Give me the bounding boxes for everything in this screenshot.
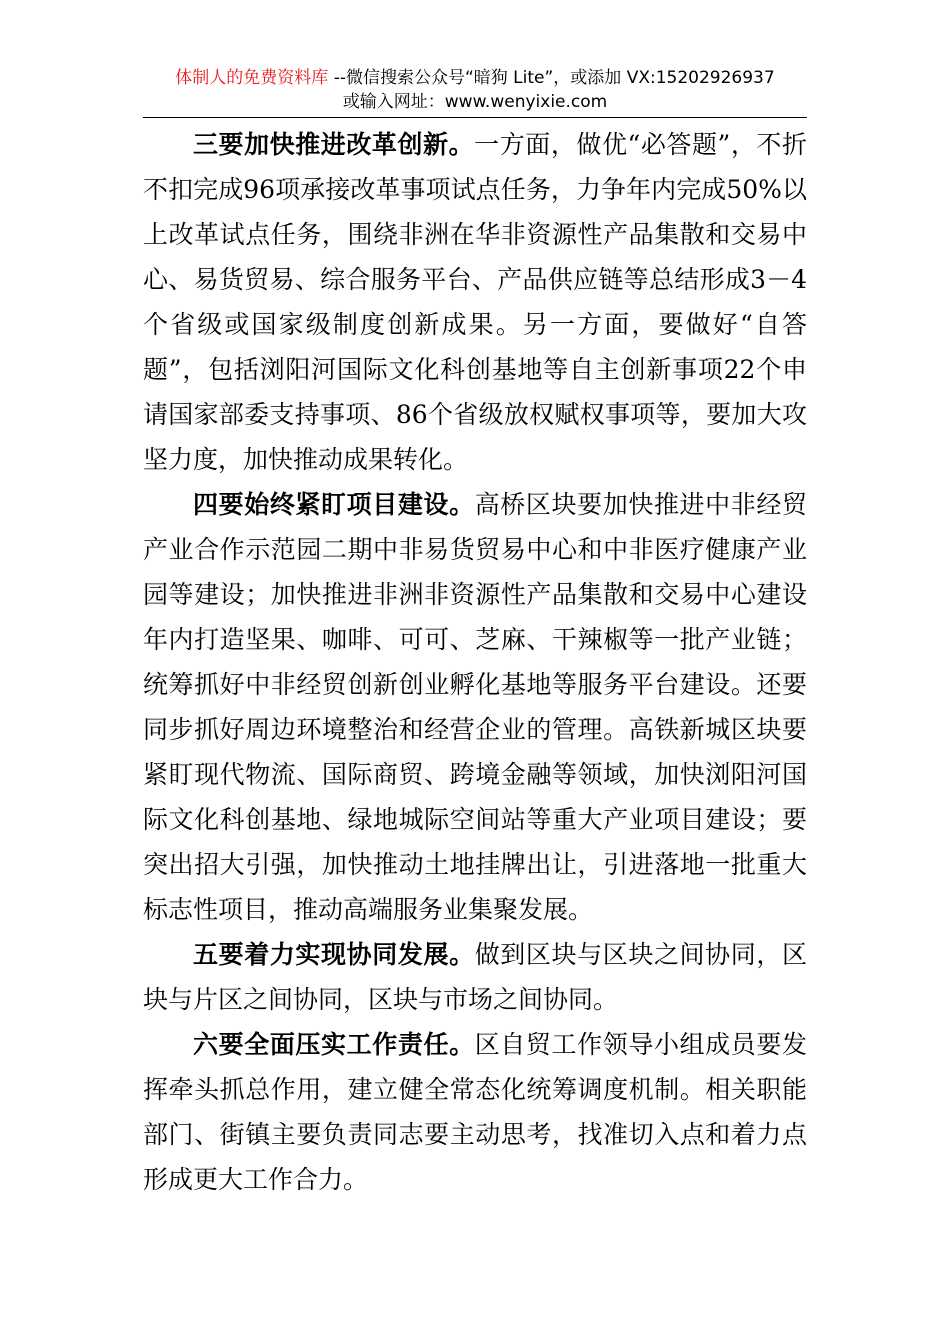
- paragraph-project-construction: [143, 482, 807, 932]
- page-header: [0, 66, 950, 114]
- header-website: 或输入网址：www.wenyixie.com: [342, 92, 608, 112]
- paragraph-text: 区自贸工作领导小组成员要发挥牵头抓总作用，建立健全常态化统筹调度机制。相关职能部门、街镇主要负责同志要主动思考，找准切入点和着力点形成更大工作合力。: [143, 1030, 807, 1194]
- header-line-1: [0, 66, 950, 90]
- paragraph-coordinated-development: [143, 932, 807, 1022]
- paragraph-text: 一方面，做优“必答题”，不折不扣完成96项承接改革事项试点任务，力争年内完成50%以上改革试点任务，围绕非洲在华非资源性产品集散和交易中心、易货贸易、综合服务平台、产品供应链等总结形成3－4个省级或国家级制度创新成果。另一方面，要做好“自答题”，包括浏阳河国际文化科创基地等自主创新事项22个申请国家部委支持事项、86个省级放权赋权事项等，要加大攻坚力度，加快推动成果转化。: [143, 130, 807, 474]
- paragraph-heading: 六要全面压实工作责任。: [193, 1030, 475, 1059]
- paragraph-work-responsibility: [143, 1022, 807, 1202]
- paragraph-heading: 三要加快推进改革创新。: [193, 130, 475, 159]
- paragraph-reform-innovation: [143, 122, 807, 482]
- paragraph-text: 高桥区块要加快推进中非经贸产业合作示范园二期中非易货贸易中心和中非医疗健康产业园等建设；加快推进非洲非资源性产品集散和交易中心建设年内打造坚果、咖啡、可可、芝麻、干辣椒等一批产业链；统筹抓好中非经贸创新创业孵化基地等服务平台建设。还要同步抓好周边环境整治和经营企业的管理。高铁新城区块要紧盯现代物流、国际商贸、跨境金融等领域，加快浏阳河国际文化科创基地、绿地城际空间站等重大产业项目建设；要突出招大引强，加快推动土地挂牌出让，引进落地一批重大标志性项目，推动高端服务业集聚发展。: [143, 490, 807, 924]
- paragraph-heading: 四要始终紧盯项目建设。: [193, 490, 475, 519]
- header-divider: [143, 117, 807, 118]
- header-brand: 体制人的免费资料库: [175, 68, 329, 88]
- header-contact: --微信搜索公众号“暗狗 Lite”，或添加 VX:15202926937: [328, 68, 775, 88]
- paragraph-text: 做到区块与区块之间协同，区块与片区之间协同，区块与市场之间协同。: [143, 940, 807, 1014]
- document-body: [143, 122, 807, 1202]
- paragraph-heading: 五要着力实现协同发展。: [193, 940, 475, 969]
